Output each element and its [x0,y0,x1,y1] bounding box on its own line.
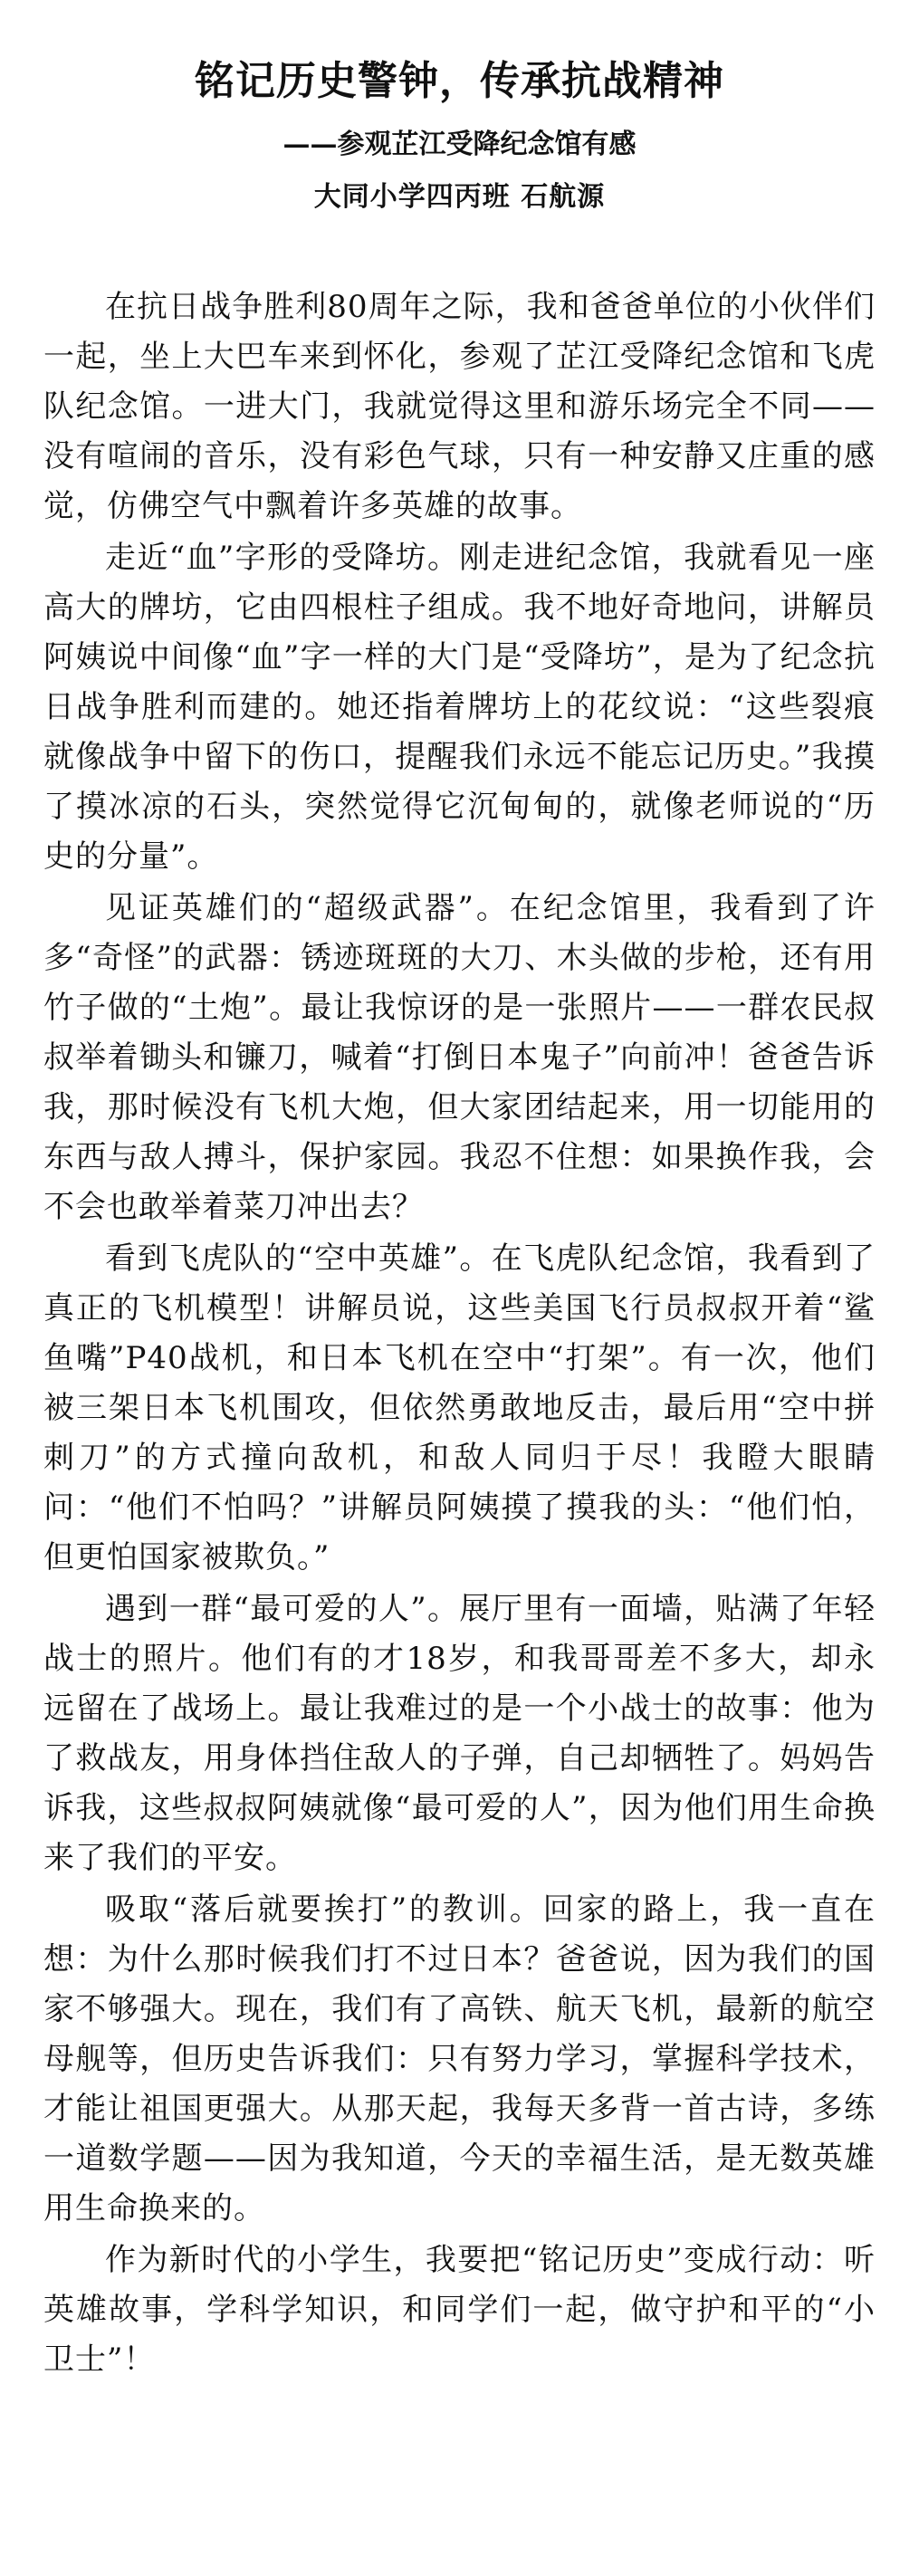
paragraph-4: 看到飞虎队的“空中英雄”。在飞虎队纪念馆，我看到了真正的飞机模型！讲解员说，这些美国飞行员叔叔开着“鲨鱼嘴”P40战机，和日本飞机在空中“打架”。有一次，他们被三架日本飞机围攻，但依然勇敢地反击，最后用“空中拼刺刀”的方式撞向敌机，和敌人同归于尽！我瞪大眼睛问：“他们不怕吗？”讲解员阿姨摸了摸我的头：“他们怕，但更怕国家被欺负。” [43,1240,876,1575]
paragraph-2: 走近“血”字形的受降坊。刚走进纪念馆，我就看见一座高大的牌坊，它由四根柱子组成。我不地好奇地问，讲解员阿姨说中间像“血”字一样的大门是“受降坊”，是为了纪念抗日战争胜利而建的。她还指着牌坊上的花纹说：“这些裂痕就像战争中留下的伤口，提醒我们永远不能忘记历史。”我摸了摸冰凉的石头，突然觉得它沉甸甸的，就像老师说的“历史的分量”。 [43,540,876,875]
document-title: 铭记历史警钟，传承抗战精神 [195,58,724,104]
paragraph-3: 见证英雄们的“超级武器”。在纪念馆里，我看到了许多“奇怪”的武器：锈迹斑斑的大刀、木头做的步枪，还有用竹子做的“土炮”。最让我惊讶的是一张照片——一群农民叔叔举着锄头和镰刀，喊着“打倒日本鬼子”向前冲！爸爸告诉我，那时候没有飞机大炮，但大家团结起来，用一切能用的东西与敌人搏斗，保护家园。我忍不住想：如果换作我，会不会也敢举着菜刀冲出去？ [43,890,876,1225]
paragraph-6: 吸取“落后就要挨打”的教训。回家的路上，我一直在想：为什么那时候我们打不过日本？爸爸说，因为我们的国家不够强大。现在，我们有了高铁、航天飞机，最新的航空母舰等，但历史告诉我们：只有努力学习，掌握科学技术，才能让祖国更强大。从那天起，我每天多背一首古诗，多练一道数学题——因为我知道，今天的幸福生活，是无数英雄用生命换来的。 [43,1891,876,2226]
paragraph-7: 作为新时代的小学生，我要把“铭记历史”变成行动：听英雄故事，学科学知识，和同学们一起，做守护和平的“小卫士”！ [43,2242,876,2378]
document-body [43,282,876,2385]
paragraph-5: 遇到一群“最可爱的人”。展厅里有一面墙，贴满了年轻战士的照片。他们有的才18岁，和我哥哥差不多大，却永远留在了战场上。最让我难过的是一个小战士的故事：他为了救战友，用身体挡住敌人的子弹，自己却牺牲了。妈妈告诉我，这些叔叔阿姨就像“最可爱的人”，因为他们用生命换来了我们的平安。 [43,1591,876,1876]
document-subtitle: ——参观芷江受降纪念馆有感 [282,129,637,160]
document-author: 大同小学四丙班 石航源 [313,181,606,213]
paragraph-1: 在抗日战争胜利80周年之际，我和爸爸单位的小伙伴们一起，坐上大巴车来到怀化，参观了芷江受降纪念馆和飞虎队纪念馆。一进大门，我就觉得这里和游乐场完全不同——没有喧闹的音乐，没有彩色气球，只有一种安静又庄重的感觉，仿佛空气中飘着许多英雄的故事。 [43,289,876,524]
